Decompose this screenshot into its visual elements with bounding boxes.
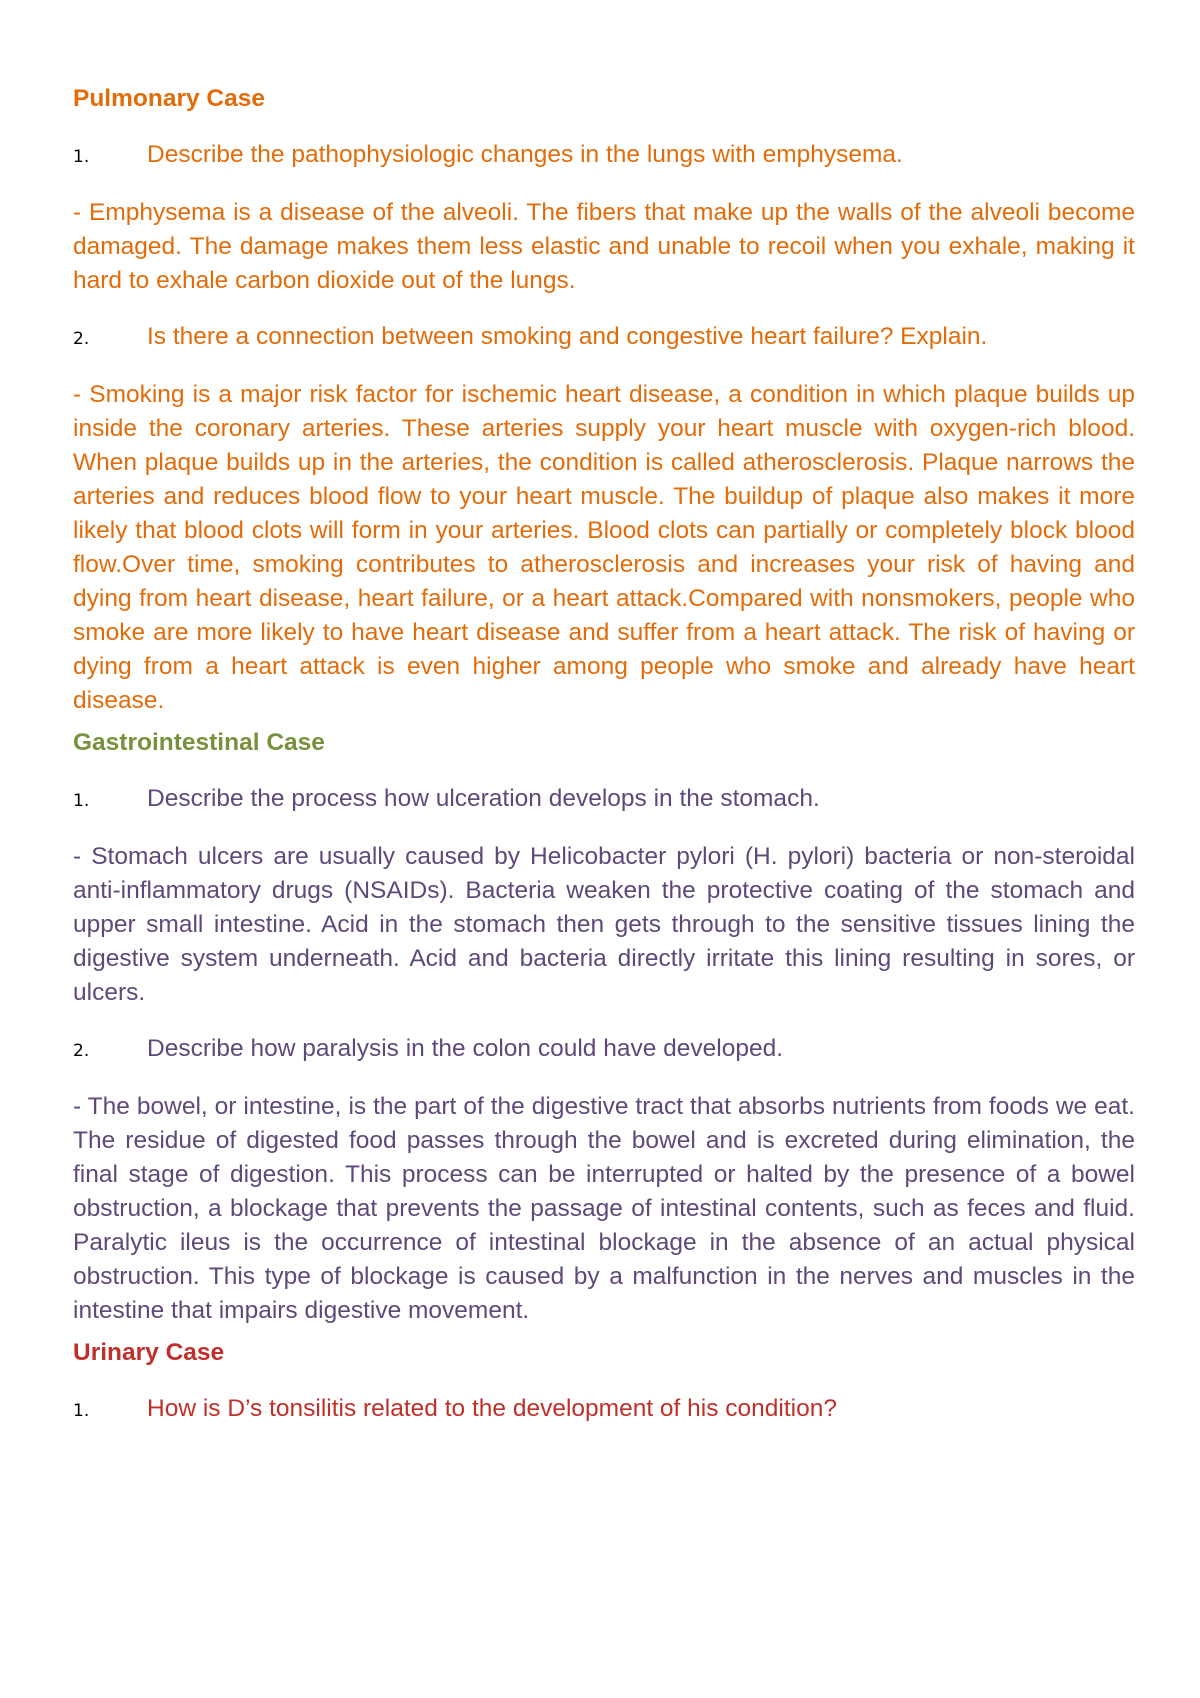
gastrointestinal-answer-2: - The bowel, or intestine, is the part of the digestive tract that absorbs nutrients from foods we eat. The residue of digested food passes through the bowel and is excreted during elimination, the final stage of digestion. This process can be interrupted or halted by the presence of a bowel obstruction, a blockage that prevents the passage of intestinal contents, such as feces and fluid. Paralytic ileus is the occurrence of intestinal blockage in the absence of an actual physical obstruction. This type of blockage is caused by a malfunction in the nerves and muscles in the intestine that impairs digestive movement. (73, 1093, 1135, 1324)
question-text: Describe the process how ulceration develops in the stomach. (147, 785, 820, 812)
urinary-section (73, 1336, 1135, 1428)
urinary-question-1 (73, 1392, 1135, 1428)
question-text: Describe how paralysis in the colon could have developed. (147, 1035, 784, 1062)
question-number: 1. (73, 1401, 90, 1421)
pulmonary-answer-2: - Smoking is a major risk factor for ischemic heart disease, a condition in which plaque builds up inside the coronary arteries. These arteries supply your heart muscle with oxygen-rich blood. When plaque builds up in the arteries, the condition is called atherosclerosis. Plaque narrows the arteries and reduces blood flow to your heart muscle. The buildup of plaque also makes it more likely that blood clots will form in your arteries. Blood clots can partially or completely block blood flow.Over time, smoking contributes to atherosclerosis and increases your risk of having and dying from heart disease, heart failure, or a heart attack.Compared with nonsmokers, people who smoke are more likely to have heart disease and suffer from a heart attack. The risk of having or dying from a heart attack is even higher among people who smoke and already have heart disease. (73, 381, 1135, 714)
question-text: Describe the pathophysiologic changes in the lungs with emphysema. (147, 141, 903, 168)
document-page (73, 82, 1135, 1428)
question-text: How is D’s tonsilitis related to the development of his condition? (147, 1395, 837, 1422)
question-number: 2. (73, 1041, 90, 1061)
pulmonary-heading: Pulmonary Case (73, 85, 265, 112)
question-text: Is there a connection between smoking and congestive heart failure? Explain. (147, 323, 988, 350)
gastrointestinal-question-2 (73, 1032, 1135, 1068)
question-number: 2. (73, 329, 90, 349)
gastrointestinal-question-1 (73, 782, 1135, 818)
question-number: 1. (73, 791, 90, 811)
pulmonary-question-1 (73, 138, 1135, 174)
gastrointestinal-answer-1: - Stomach ulcers are usually caused by Helicobacter pylori (H. pylori) bacteria or non-steroidal anti-inflammatory drugs (NSAIDs). Bacteria weaken the protective coating of the stomach and upper small intestine. Acid in the stomach then gets through to the sensitive tissues lining the digestive system underneath. Acid and bacteria directly irritate this lining resulting in sores, or ulcers. (73, 843, 1135, 1006)
gastrointestinal-section (73, 726, 1135, 1328)
urinary-heading: Urinary Case (73, 1339, 225, 1366)
pulmonary-question-2 (73, 320, 1135, 356)
gastrointestinal-heading: Gastrointestinal Case (73, 729, 325, 756)
question-number: 1. (73, 147, 90, 167)
pulmonary-answer-1: - Emphysema is a disease of the alveoli. The fibers that make up the walls of the alveoli become damaged. The damage makes them less elastic and unable to recoil when you exhale, making it hard to exhale carbon dioxide out of the lungs. (73, 199, 1135, 294)
pulmonary-section (73, 82, 1135, 718)
